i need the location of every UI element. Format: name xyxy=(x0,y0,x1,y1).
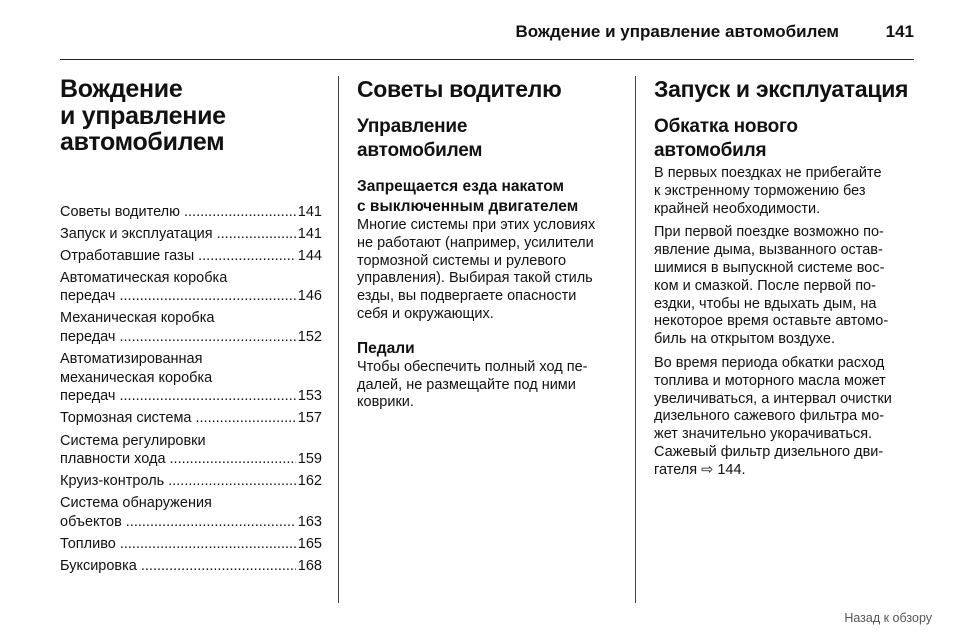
toc-entry-label: объектов xyxy=(60,513,122,530)
column-start-operation xyxy=(654,76,916,480)
toc-entry[interactable] xyxy=(60,309,322,346)
toc-page-number: 152 xyxy=(297,329,322,346)
header-title: Вождение и управление автомобилем xyxy=(515,22,839,41)
toc-entry-label: Автоматизированная xyxy=(60,351,203,368)
paragraph-pedals: Чтобы обеспечить полный ход пе- далей, не размещайте под ними коврики. xyxy=(357,358,588,411)
toc-entry-line xyxy=(60,287,322,306)
toc-entry-label: Система обнаружения xyxy=(60,495,212,512)
toc-entry-line xyxy=(60,450,322,469)
column-divider xyxy=(338,76,339,603)
section-title: Советы водителю xyxy=(357,76,562,102)
toc-page-number: 162 xyxy=(297,473,322,490)
column-divider xyxy=(635,76,636,603)
toc-entry-line xyxy=(60,328,322,347)
toc-entry-label: механическая коробка xyxy=(60,369,213,386)
toc-leader-dots xyxy=(196,409,296,428)
column-driving-tips xyxy=(357,76,619,412)
toc-page-number: 163 xyxy=(297,513,322,530)
page-reference-link[interactable]: 144. xyxy=(717,461,746,478)
heading-pedals: Педали xyxy=(357,339,415,357)
toc-page-number: 141 xyxy=(297,225,322,242)
toc-entry-label: Круиз-контроль xyxy=(60,473,165,490)
toc-page-number: 144 xyxy=(297,247,322,264)
page-header xyxy=(0,22,914,44)
toc-entry-label: передач xyxy=(60,388,116,405)
toc-entry-label: Отработавшие газы xyxy=(60,247,195,264)
toc-entry-label: Тормозная система xyxy=(60,410,192,427)
toc-leader-dots xyxy=(120,535,296,554)
subsection-title: Обкатка нового автомобиля xyxy=(654,116,798,161)
toc-leader-dots xyxy=(170,450,296,469)
toc-entry[interactable] xyxy=(60,247,322,266)
toc-leader-dots xyxy=(217,225,296,244)
toc-entry-line xyxy=(60,247,322,266)
paragraph-braking: В первых поездках не прибегайте к экстренному торможению без крайней необходимости. xyxy=(654,165,882,217)
toc-leader-dots xyxy=(120,387,296,406)
toc-page-number: 165 xyxy=(297,536,322,552)
toc-entry[interactable] xyxy=(60,203,322,222)
back-to-overview-link[interactable]: Назад к обзору xyxy=(844,611,932,625)
toc-entry[interactable] xyxy=(60,472,322,491)
header-rule xyxy=(60,59,914,60)
paragraph-fuel-consumption: Во время периода обкатки расход топлива и моторного масла может увеличиваться, а интервал очистки дизельного сажевого фильтра мо- жет значительно укорачиваться. Сажевый фильтр дизельного дви- гателя ⇨ 144. xyxy=(654,354,892,478)
toc-entry-label: Топливо xyxy=(60,536,116,552)
toc-entry-label: передач xyxy=(60,288,116,305)
column-toc xyxy=(60,76,322,579)
toc-leader-dots xyxy=(126,513,296,532)
toc-entry-label: передач xyxy=(60,329,116,346)
toc-entry-label: Буксировка xyxy=(60,558,137,575)
toc-entry-line xyxy=(60,472,322,491)
toc-leader-dots xyxy=(184,203,296,222)
toc-page-number: 146 xyxy=(297,288,322,305)
toc-leader-dots xyxy=(120,328,296,347)
toc-leader-dots xyxy=(198,247,296,266)
toc-page-number: 153 xyxy=(297,388,322,405)
toc-page-number: 168 xyxy=(297,558,322,575)
toc-entry-line xyxy=(60,203,322,222)
toc-entry-label: плавности хода xyxy=(60,451,166,468)
chapter-title: Вождение и управление автомобилем xyxy=(60,75,226,156)
page-number: 141 xyxy=(885,22,914,41)
paragraph-smoke: При первой поездке возможно по- явление дыма, вызванного остав- шимися в выпускной системе вос- ком и смазкой. После первой по- ездки, чтобы не вдыхать дым, на некоторое время оставьте автомо- биль на открытом воздухе. xyxy=(654,224,889,348)
toc-leader-dots xyxy=(168,472,296,491)
section-title: Запуск и эксплуатация xyxy=(654,76,909,102)
toc-entry-line xyxy=(60,557,322,576)
toc-entry-line xyxy=(60,225,322,244)
toc-entry-label: Советы водителю xyxy=(60,203,180,220)
page-reference-arrow-icon[interactable]: ⇨ xyxy=(701,461,714,478)
toc-entry-line xyxy=(60,409,322,428)
toc-page-number: 141 xyxy=(297,203,322,220)
toc-entry[interactable] xyxy=(60,409,322,428)
toc-entry[interactable] xyxy=(60,350,322,406)
toc-entry[interactable] xyxy=(60,432,322,469)
toc-leader-dots xyxy=(141,557,296,576)
toc-entry[interactable] xyxy=(60,535,322,554)
toc-entry-line xyxy=(60,387,322,406)
toc-entry[interactable] xyxy=(60,557,322,576)
toc-entry-line xyxy=(60,535,322,554)
toc-entry-label: Механическая коробка xyxy=(60,310,215,327)
toc-entry[interactable] xyxy=(60,225,322,244)
paragraph-coasting: Многие системы при этих условиях не работают (например, усилители тормозной системы и рулевого управления). Выбирая такой стиль езды, вы подвергаете опасности себя и окружающих. xyxy=(357,217,596,322)
toc-leader-dots xyxy=(120,287,296,306)
subsection-title: Управление автомобилем xyxy=(357,116,483,161)
toc-entry-line xyxy=(60,513,322,532)
heading-coasting: Запрещается езда накатом с выключенным двигателем xyxy=(357,178,579,215)
toc-entry-label: Запуск и эксплуатация xyxy=(60,225,213,242)
toc-entry[interactable] xyxy=(60,269,322,306)
toc-entry[interactable] xyxy=(60,494,322,531)
toc-entry-label: Автоматическая коробка xyxy=(60,269,228,286)
toc-page-number: 159 xyxy=(297,451,322,468)
toc-page-number: 157 xyxy=(297,410,322,427)
table-of-contents xyxy=(60,203,322,576)
toc-entry-label: Система регулировки xyxy=(60,432,206,449)
